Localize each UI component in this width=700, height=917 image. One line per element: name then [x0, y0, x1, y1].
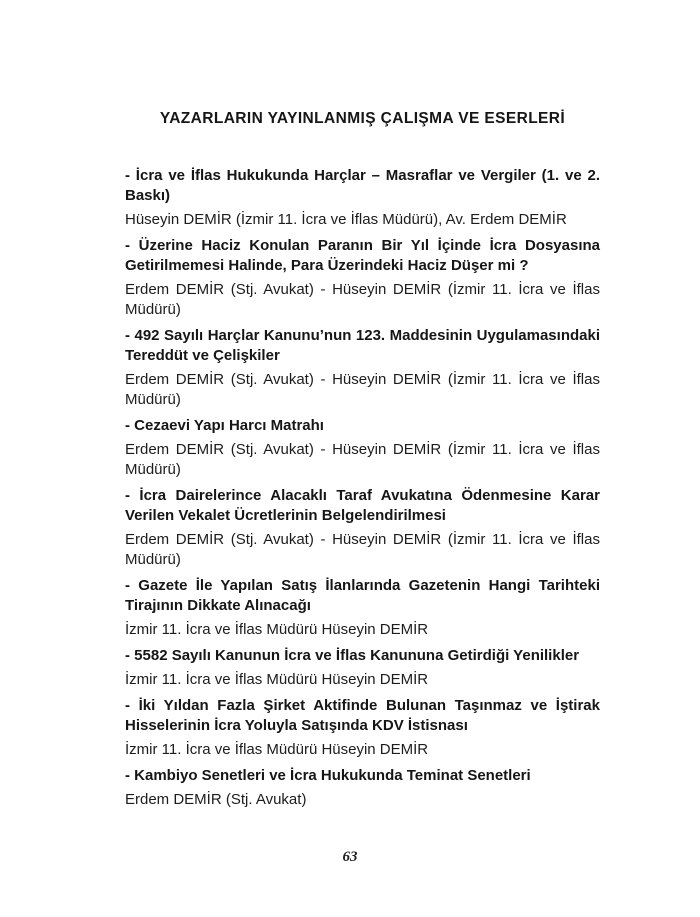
work-entry: [125, 646, 600, 690]
work-title: - Gazete İle Yapılan Satış İlanlarında Gazetenin Hangi Tarihteki Tirajının Dikkate Alınacağı: [125, 577, 600, 614]
work-title: - İcra Dairelerince Alacaklı Taraf Avukatına Ödenmesine Karar Verilen Vekalet Ücretlerinin Belgelendirilmesi: [125, 487, 600, 524]
work-authors: İzmir 11. İcra ve İflas Müdürü Hüseyin DEMİR: [125, 741, 429, 758]
work-title: - Cezaevi Yapı Harcı Matrahı: [125, 417, 324, 434]
work-entry: [125, 326, 600, 410]
work-title: - İcra ve İflas Hukukunda Harçlar – Masraflar ve Vergiler (1. ve 2. Baskı): [125, 167, 600, 204]
work-entry: [125, 486, 600, 570]
works-list: [125, 166, 600, 810]
work-entry: [125, 416, 600, 480]
work-entry: [125, 576, 600, 640]
work-entry: [125, 766, 600, 810]
page-title: YAZARLARIN YAYINLANMIŞ ÇALIŞMA VE ESERLERİ: [159, 110, 566, 127]
work-entry: [125, 236, 600, 320]
work-authors: Erdem DEMİR (Stj. Avukat) - Hüseyin DEMİR (İzmir 11. İcra ve İflas Müdürü): [125, 441, 600, 478]
work-authors: Erdem DEMİR (Stj. Avukat) - Hüseyin DEMİR (İzmir 11. İcra ve İflas Müdürü): [125, 371, 600, 408]
page-content: [125, 0, 600, 816]
work-authors: Hüseyin DEMİR (İzmir 11. İcra ve İflas Müdürü), Av. Erdem DEMİR: [125, 211, 567, 228]
work-authors: İzmir 11. İcra ve İflas Müdürü Hüseyin DEMİR: [125, 621, 429, 638]
page-number: 63: [342, 849, 358, 865]
work-authors: Erdem DEMİR (Stj. Avukat) - Hüseyin DEMİR (İzmir 11. İcra ve İflas Müdürü): [125, 281, 600, 318]
work-authors: Erdem DEMİR (Stj. Avukat) - Hüseyin DEMİR (İzmir 11. İcra ve İflas Müdürü): [125, 531, 600, 568]
work-entry: [125, 696, 600, 760]
work-title: - 492 Sayılı Harçlar Kanunu’nun 123. Maddesinin Uygulamasındaki Tereddüt ve Çelişkiler: [125, 327, 600, 364]
work-authors: İzmir 11. İcra ve İflas Müdürü Hüseyin DEMİR: [125, 671, 429, 688]
work-title: - Üzerine Haciz Konulan Paranın Bir Yıl İçinde İcra Dosyasına Getirilmemesi Halinde, Para Üzerindeki Haciz Düşer mi ?: [125, 237, 600, 274]
work-entry: [125, 166, 600, 230]
work-title: - 5582 Sayılı Kanunun İcra ve İflas Kanununa Getirdiği Yenilikler: [125, 647, 580, 664]
work-title: - İki Yıldan Fazla Şirket Aktifinde Bulunan Taşınmaz ve İştirak Hisselerinin İcra Yoluyla Satışında KDV İstisnası: [125, 697, 600, 734]
work-authors: Erdem DEMİR (Stj. Avukat): [125, 791, 307, 808]
work-title: - Kambiyo Senetleri ve İcra Hukukunda Teminat Senetleri: [125, 767, 531, 784]
